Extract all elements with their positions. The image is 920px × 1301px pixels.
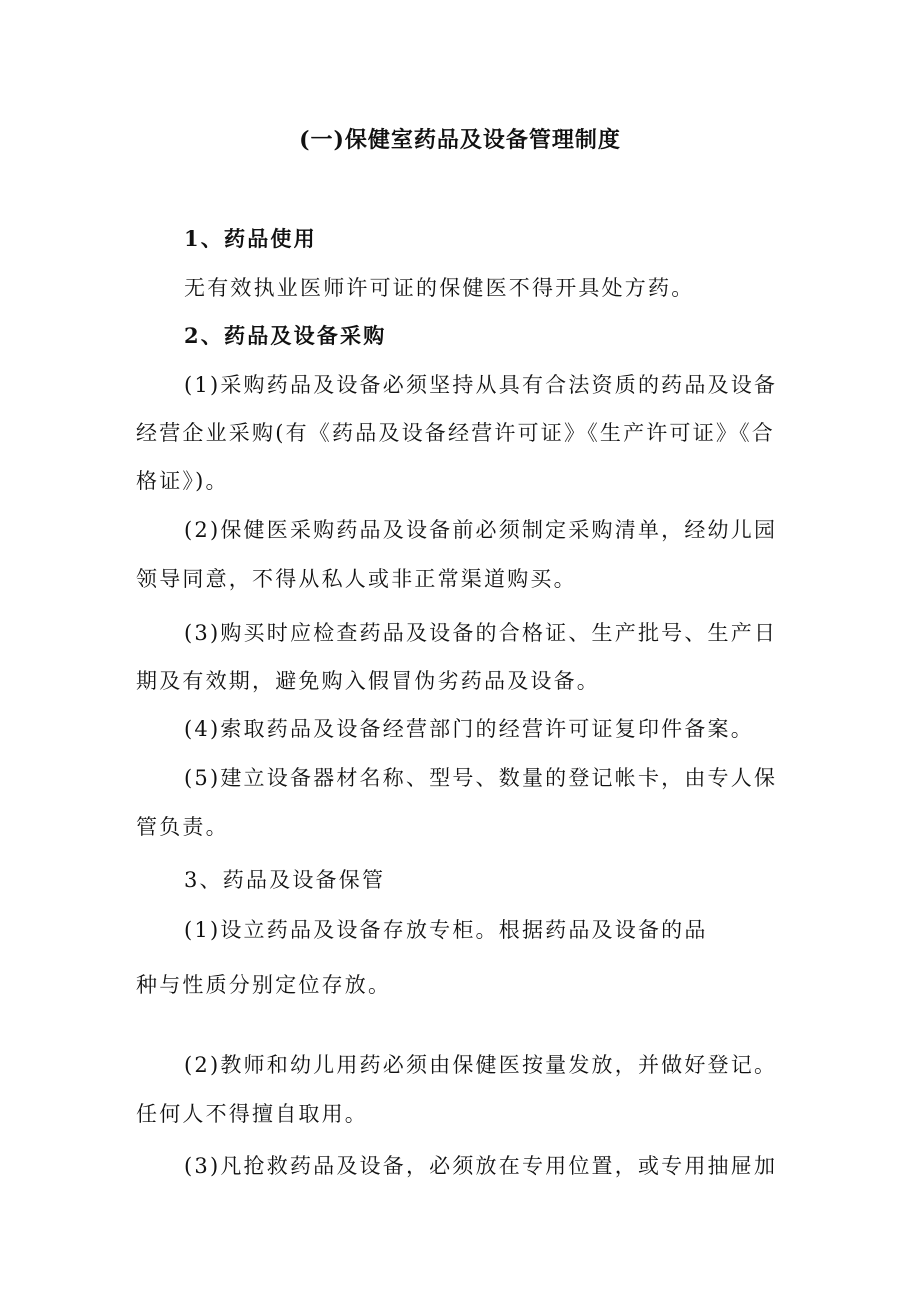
paragraph-line: (3)购买时应检查药品及设备的合格证、生产批号、生产日: [184, 621, 778, 645]
paragraph-line: 管负责。: [136, 815, 229, 839]
paragraph-line: 种与性质分别定位存放。: [136, 973, 392, 997]
section-heading-procurement: 2、药品及设备采购: [184, 323, 387, 348]
paragraph-line: (1)采购药品及设备必须坚持从具有合法资质的药品及设备: [184, 373, 778, 397]
paragraph-line: 无有效执业医师许可证的保健医不得开具处方药。: [184, 276, 695, 300]
paragraph-line: (4)索取药品及设备经营部门的经营许可证复印件备案。: [184, 717, 754, 741]
section-heading-storage: 3、药品及设备保管: [184, 868, 386, 892]
paragraph-line: 经营企业采购(有《药品及设备经营许可证》《生产许可证》《合: [136, 421, 775, 445]
paragraph-line: (2)教师和幼儿用药必须由保健医按量发放，并做好登记。: [184, 1053, 778, 1077]
paragraph-line: (3)凡抢救药品及设备，必须放在专用位置，或专用抽屉加: [184, 1154, 778, 1178]
section-heading-drug-use: 1、药品使用: [184, 226, 317, 251]
paragraph-line: 领导同意，不得从私人或非正常渠道购买。: [136, 567, 577, 591]
paragraph-line: (2)保健医采购药品及设备前必须制定采购清单，经幼儿园: [184, 518, 778, 542]
paragraph-line: (1)设立药品及设备存放专柜。根据药品及设备的品: [184, 918, 708, 942]
document-title: (一)保健室药品及设备管理制度: [299, 127, 621, 153]
paragraph-line: 期及有效期，避免购入假冒伪劣药品及设备。: [136, 669, 600, 693]
paragraph-line: 任何人不得擅自取用。: [136, 1102, 368, 1126]
paragraph-line: 格证》)。: [136, 469, 229, 493]
paragraph-line: (5)建立设备器材名称、型号、数量的登记帐卡，由专人保: [184, 766, 778, 790]
